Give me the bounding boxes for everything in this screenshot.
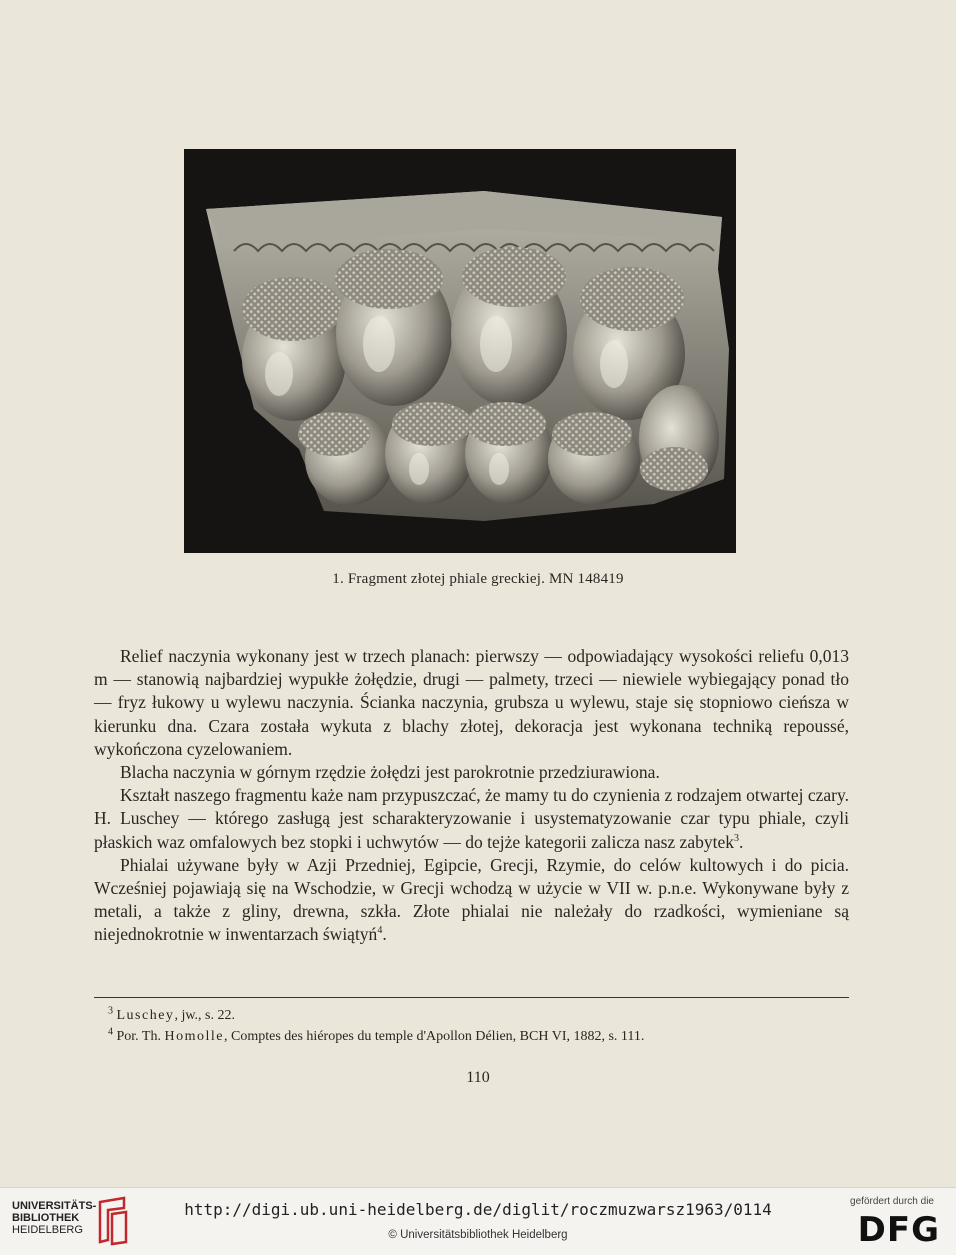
- copyright-notice: © Universitätsbibliothek Heidelberg: [388, 1229, 568, 1241]
- library-footer: [0, 1187, 956, 1255]
- footnote-3-author: Luschey: [116, 1008, 175, 1023]
- footnote-4: [94, 1026, 849, 1047]
- footnote-4-author: Homolle: [164, 1029, 224, 1044]
- paragraph-3-period: .: [738, 831, 744, 852]
- library-name-line-1: UNIVERSITÄTS-: [12, 1200, 97, 1212]
- paragraph-3-text: Kształt naszego fragmentu każe nam przypuszczać, że mamy tu do czynienia z rodzajem otwartej czary. H. Luschey — którego zasługą jest scharakteryzowanie i usystematyzowanie czar typu phiale, czyli płaskich waz omfalowych bez stopki i uchwytów — do tejże kategorii zalicza nasz zabytek: [94, 785, 849, 852]
- footnote-4-prefix: Por. Th.: [116, 1029, 165, 1044]
- footnote-4-number: 4: [108, 1026, 113, 1038]
- paragraph-4-period: .: [382, 924, 387, 945]
- footnote-divider: [94, 997, 849, 998]
- paragraph-4: [94, 854, 849, 947]
- library-name-line-3: HEIDELBERG: [12, 1224, 83, 1236]
- paragraph-3: [94, 784, 849, 854]
- library-name-line-2: BIBLIOTHEK: [12, 1212, 80, 1224]
- paragraph-4-text: Phialai używane były w Azji Przedniej, Egipcie, Grecji, Rzymie, do celów kultowych i do picia. Wcześniej pojawiają się na Wschodzie, w Grecji wchodzą w użycie w VII w. p.n.e. Wykonywane były z metali, a także z gliny, drewna, szkła. Złote phialai nie należały do rzadkości, wymieniane są niejednokrotnie w inwentarzach świątyń: [94, 854, 849, 945]
- paragraph-2: Blacha naczynia w górnym rzędzie żołędzi jest parokrotnie przedziurawiona.: [120, 762, 660, 783]
- page-url-link[interactable]: http://digi.ub.uni-heidelberg.de/diglit/roczmuzwarsz1963/0114: [184, 1200, 772, 1219]
- footnotes: [94, 1005, 849, 1047]
- dfg-logo: DFG: [857, 1210, 940, 1250]
- figure-photo-gold-phiale-fragment: [184, 149, 736, 553]
- phiale-fragment-illustration: [184, 149, 736, 553]
- paragraph-1: Relief naczynia wykonany jest w trzech planach: pierwszy — odpowiadający wysokości reliefu 0,013 m — stanowią najbardziej wypukłe żołędzie, drugi — palmety, trzeci — niewiele wybiegający ponad tło — fryz łukowy u wylewu naczynia. Ścianka naczynia, grubsza u wylewu, staje się stopniowo cieńsza w kierunku dna. Czara została wykuta z blachy złotej, dekoracja jest wykonana techniką repoussé, wykończona cyzelowaniem.: [94, 646, 849, 759]
- footnote-ref-3: 3: [733, 832, 739, 844]
- footnote-ref-4: 4: [377, 925, 383, 937]
- footnote-4-text: , Comptes des hiéropes du temple d'Apollon Délien, BCH VI, 1882, s. 111.: [223, 1029, 645, 1044]
- footnote-3-text: , jw., s. 22.: [174, 1008, 235, 1023]
- body-text: [94, 645, 849, 947]
- footnote-3-number: 3: [108, 1005, 113, 1017]
- funded-by-label: gefördert durch die: [850, 1196, 934, 1207]
- footnote-3: [94, 1005, 849, 1026]
- page-number: 110: [466, 1069, 490, 1086]
- figure-caption: 1. Fragment złotej phiale greckiej. MN 148419: [332, 571, 624, 587]
